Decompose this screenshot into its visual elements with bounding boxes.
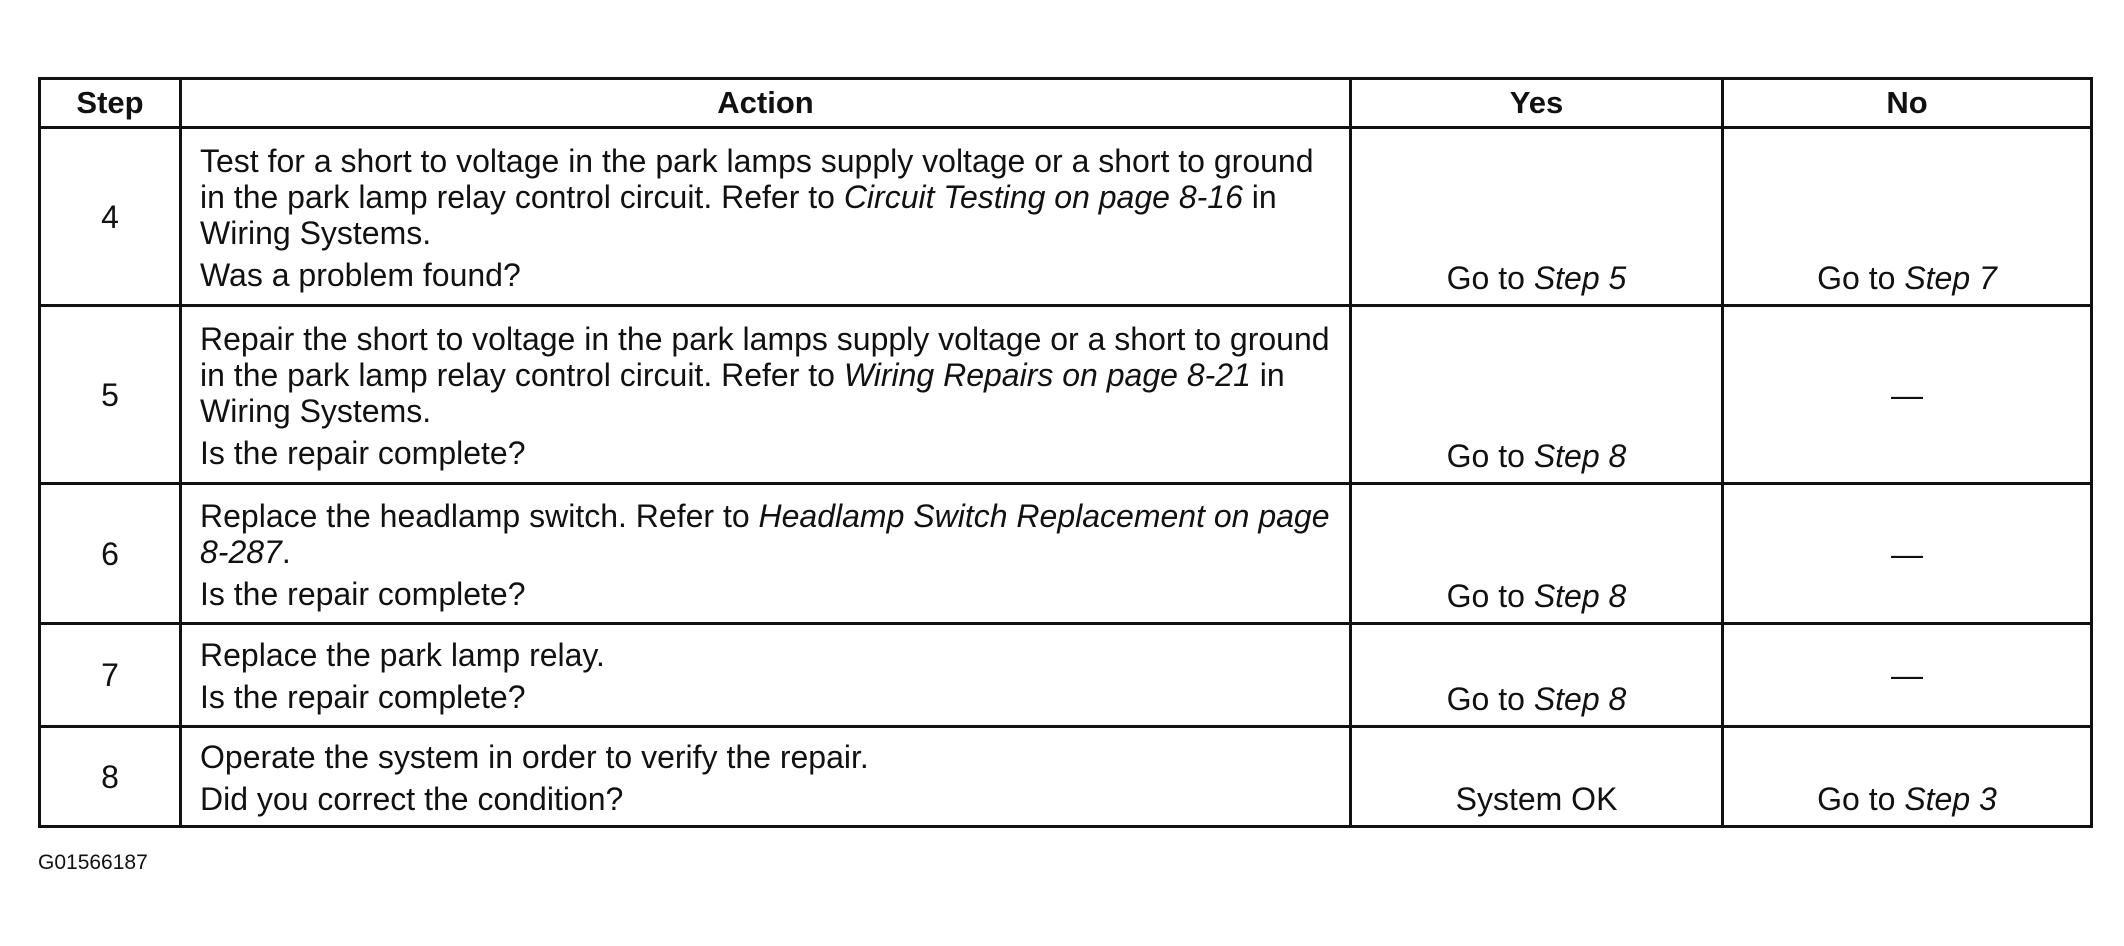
yes-step-link[interactable]: Step 8 <box>1533 438 1627 474</box>
no-step-link[interactable]: Step 3 <box>1904 781 1997 817</box>
header-action: Action <box>181 79 1351 128</box>
header-yes: Yes <box>1351 79 1723 128</box>
action-question: Is the repair complete? <box>200 575 526 612</box>
table-row-step-4 <box>40 128 2092 306</box>
action-instruction <box>200 143 1331 251</box>
yes-cell <box>1351 484 1723 624</box>
action-instruction <box>200 739 1331 775</box>
action-cell <box>181 624 1351 727</box>
no-cell-dash: — <box>1723 624 2092 727</box>
no-cell-dash: — <box>1723 306 2092 484</box>
action-text: Repair the short to voltage in the park lamps supply voltage or a short to ground in the park lamp relay control circuit. Refer to <box>200 320 1330 393</box>
no-cell-dash: — <box>1723 484 2092 624</box>
no-cell <box>1723 128 2092 306</box>
action-cell <box>181 727 1351 827</box>
figure-id: G01566187 <box>38 851 148 874</box>
yes-step-link[interactable]: Step 5 <box>1533 260 1627 296</box>
step-number: 4 <box>40 128 181 306</box>
diagnostic-table-container <box>38 77 2090 828</box>
no-step-link[interactable]: Step 7 <box>1904 260 1997 296</box>
yes-step-link[interactable]: Step 8 <box>1533 681 1627 717</box>
no-cell <box>1723 727 2092 827</box>
step-number: 7 <box>40 624 181 727</box>
table-header-row <box>40 79 2092 128</box>
action-text: in Wiring Systems. <box>200 178 1277 251</box>
action-text: in Wiring Systems. <box>200 356 1285 429</box>
step-number: 8 <box>40 727 181 827</box>
action-text: Operate the system in order to verify the repair. <box>200 738 869 775</box>
action-cell <box>181 484 1351 624</box>
step-number: 6 <box>40 484 181 624</box>
no-prefix: Go to <box>1817 260 1905 296</box>
yes-cell <box>1351 624 1723 727</box>
action-text: Replace the park lamp relay. <box>200 637 605 673</box>
action-cell <box>181 306 1351 484</box>
action-question: Is the repair complete? <box>200 679 526 715</box>
yes-cell: System OK <box>1351 727 1723 827</box>
yes-step-link[interactable]: Step 8 <box>1533 578 1627 614</box>
diagnostic-table <box>38 77 2093 828</box>
action-text: Test for a short to voltage in the park lamps supply voltage or a short to ground in the park lamp relay control circuit. Refer to <box>200 142 1314 215</box>
step-number: 5 <box>40 306 181 484</box>
action-reference: Wiring Repairs on page 8-21 <box>843 356 1251 393</box>
action-question: Was a problem found? <box>200 256 521 293</box>
header-step: Step <box>40 79 181 128</box>
action-reference: Circuit Testing on page 8-16 <box>843 178 1243 215</box>
yes-prefix: Go to <box>1446 438 1534 474</box>
yes-prefix: Go to <box>1446 681 1534 717</box>
no-prefix: Go to <box>1817 781 1905 817</box>
table-row-step-6 <box>40 484 2092 624</box>
action-text: Replace the headlamp switch. Refer to <box>200 497 759 534</box>
action-question: Is the repair complete? <box>200 434 526 471</box>
table-row-step-5 <box>40 306 2092 484</box>
action-reference: Headlamp Switch Replacement on page 8-287 <box>200 497 1330 570</box>
action-cell <box>181 128 1351 306</box>
action-instruction <box>200 321 1331 429</box>
table-row-step-8 <box>40 727 2092 827</box>
yes-cell <box>1351 306 1723 484</box>
header-no: No <box>1723 79 2092 128</box>
action-text: . <box>281 533 291 570</box>
table-row-step-7 <box>40 624 2092 727</box>
action-instruction <box>200 637 1331 673</box>
action-instruction <box>200 498 1331 570</box>
action-question: Did you correct the condition? <box>200 780 624 817</box>
yes-cell <box>1351 128 1723 306</box>
yes-prefix: Go to <box>1446 260 1534 296</box>
yes-prefix: Go to <box>1446 578 1534 614</box>
